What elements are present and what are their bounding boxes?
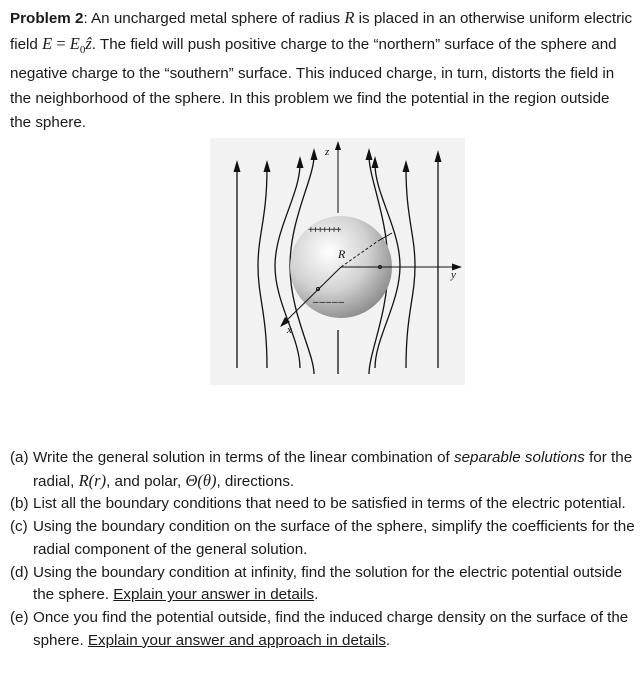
part-label: (c) (10, 518, 28, 536)
field-arrow-1 (234, 160, 241, 172)
problem-text-1: : An uncharged metal sphere of radius (83, 10, 345, 27)
field-arrow-7 (403, 160, 410, 172)
part-a (10, 447, 636, 493)
problem-statement (10, 6, 634, 136)
part-text: Write the general solution in terms of the linear combination of separable solutions for the radial, R(r), and polar, Θ(θ), directions. (33, 449, 633, 490)
part-label: (b) (10, 495, 29, 513)
problem-text-2: is placed in an otherwise uniform electric field (10, 10, 633, 53)
part-c (10, 516, 636, 561)
field-arrow-6 (372, 156, 379, 168)
field-arrow-5 (366, 148, 373, 160)
field-arrow-8 (435, 150, 442, 162)
negative-charges: – – – – – (313, 297, 343, 308)
part-text: Using the boundary condition at infinity, find the solution for the electric potential outside the sphere. Explain your answer in details. (33, 563, 623, 604)
field-symbol: E (42, 33, 53, 53)
field-magnitude-symbol: E (69, 33, 80, 53)
radius-label: R (338, 247, 346, 261)
z-hat-symbol: ẑ (85, 33, 92, 53)
y-axis-label: y (451, 269, 456, 281)
part-label: (d) (10, 563, 29, 581)
x-axis-label: x (287, 324, 292, 336)
field-subscript: 0 (79, 43, 86, 56)
part-e (10, 607, 636, 652)
z-axis-arrow (335, 141, 341, 150)
field-diagram (210, 138, 465, 385)
part-label: (a) (10, 449, 29, 466)
part-text: Once you find the potential outside, find the induced charge density on the surface of the sphere. Explain your answer and approach in details. (33, 608, 629, 649)
problem-label: Problem 2 (10, 10, 84, 27)
part-b (10, 493, 636, 516)
radius-symbol: R (344, 8, 355, 27)
problem-text-3: . The field will push positive charge to the “northern” surface of the sphere and negative charge to the “southern” surface. This induced charge, in turn, distorts the field in the neighborhood of the sphere. In this problem we find the potential in the region outside the sphere. (10, 35, 617, 132)
positive-charges: + + + + + + + (308, 225, 340, 236)
field-arrow-4 (311, 148, 318, 160)
part-d (10, 562, 636, 607)
field-line-2 (258, 168, 267, 368)
part-text: List all the boundary conditions that need to be satisfied in terms of the electric potential. (33, 495, 626, 513)
field-arrow-2 (264, 160, 271, 172)
z-axis-label: z (325, 146, 330, 158)
part-text: Using the boundary condition on the surface of the sphere, simplify the coefficients for the radial component of the general solution. (33, 518, 635, 558)
part-label: (e) (10, 608, 29, 626)
question-parts (10, 447, 636, 652)
equals-sign: = (52, 33, 70, 53)
field-line-7 (406, 168, 415, 368)
field-arrow-3 (297, 156, 304, 168)
sphere-field-figure (210, 138, 465, 385)
